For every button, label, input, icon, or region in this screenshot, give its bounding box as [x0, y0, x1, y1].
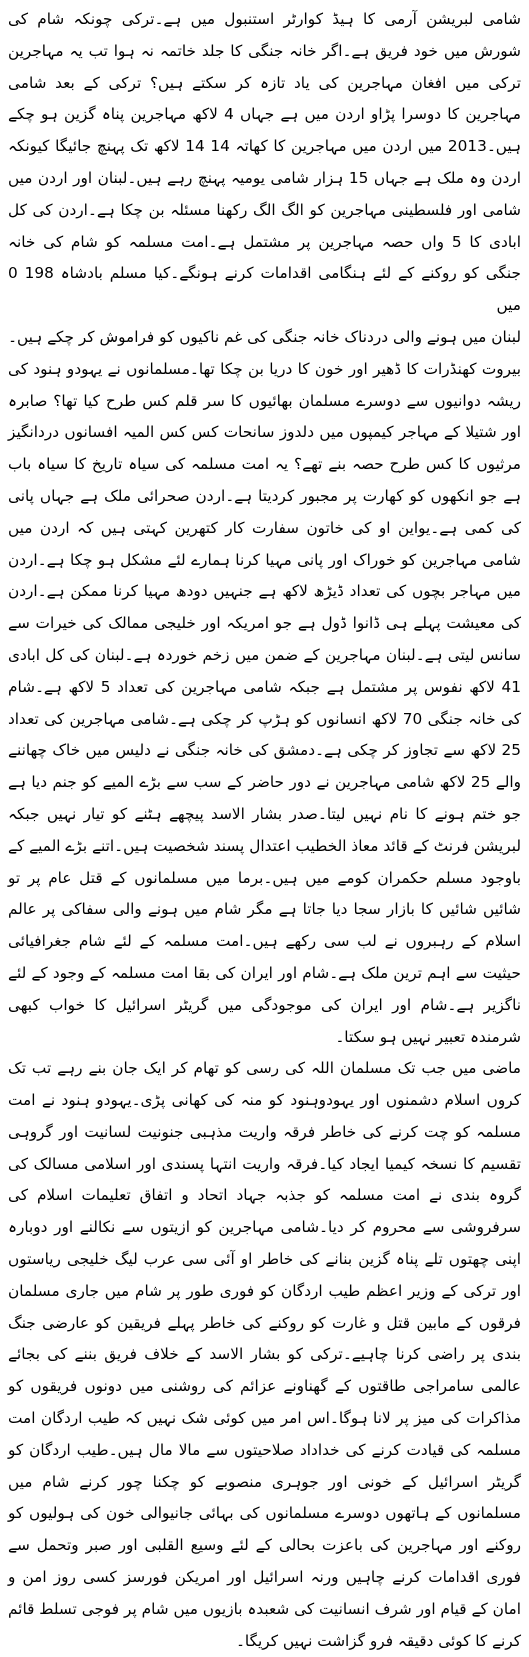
- article-paragraph-1: شامی لبریشن آرمی کا ہیڈ کوارٹر استنبول میں ہے۔ترکی چونکہ شام کی شورش میں خود فریق ہے۔اگر خانہ جنگی کا جلد خاتمہ نہ ہوا تب یہ مہاجرین ترکی میں افغان مہاجرین کی یاد تازہ کر سکتے ہیں؟ ترکی کے بعد شامی مہاجرین کا دوسرا پڑاو اردن میں ہے جہاں 4 لاکھ مہاجرین پناہ گزین ہو چکے ہیں۔2013 میں اردن میں مہاجرین کا کھاتہ 14 14 لاکھ تک پہنچ جائیگا کیونکہ اردن وہ ملک ہے جہاں 15 ہزار شامی یومیہ پہنچ رہے ہیں۔لبنان اور اردن میں شامی اور فلسطینی مہاجرین کو الگ الگ رکھنا مسئلہ بن چکا ہے۔اردن کی کل ابادی کا 5 واں حصہ مہاجرین پر مشتمل ہے۔امت مسلمہ کو شام کی خانہ جنگی کو روکنے کے لئے ہنگامی اقدامات کرنے ہونگے۔کیا مسلم بادشاہ 198 0 میں: [8, 10, 522, 315]
- article-paragraph-3: ماضی میں جب تک مسلمان اللہ کی رسی کو تھام کر ایک جان بنے رہے تب تک کروں اسلام دشمنوں اور یہودوہنود کو منہ کی کھانی پڑی۔یہودو ہنود نے امت مسلمہ کو چت کرنے کی خاطر فرقہ واریت مذہبی جنونیت لسانیت اور گروہی تقسیم کا نسخہ کیمیا ایجاد کیا۔فرقہ واریت انتہا پسندی اور اسلامی مسالک کی گروہ بندی نے امت مسلمہ کو جذبہ جہاد اتحاد و اتفاق تعلیمات اسلام کی سرفروشی سے محروم کر دیا۔شامی مہاجرین کو ازیتوں سے نکالنے اور دوبارہ اپنی چھتوں تلے پناہ گزین بنانے کی خاطر او آئی سی عرب لیگ خلیجی ریاستوں اور ترکی کے وزیر اعظم طیب اردگان کو فوری طور پر شام میں جاری مسلمان فرقوں کے مابین قتل و غارت کو روکنے کی خاطر پہلے فریقین کو عارضی جنگ بندی پر راضی کرنا چاہیے۔ترکی کو بشار الاسد کے خلاف فریق بننے کی بجائے عالمی سامراجی طاقتوں کے گھناونے عزائم کی روشنی میں دونوں فریقوں کو مذاکرات کی میز پر لانا ہوگا۔اس امر میں کوئی شک نہیں کہ طیب اردگان امت مسلمہ کی قیادت کرنے کی خداداد صلاحیتوں سے مالا مال ہیں۔طیب اردگان کو گریٹر اسرائیل کے خونی اور جوہری منصوبے کو چکنا چور کرنے شام میں مسلمانوں کے ہاتھوں دوسرے مسلمانوں کی بہائی جانیوالی خون کی ہولیوں کو روکنے اور مہاجرین کی باعزت بحالی کے لئے وسیع القلبی اور صبر وتحمل سے فوری اقدامات کرنے چاہیں ورنہ اسرائیل اور امریکن فورسز کسی روز امن و امان کے قیام اور شرف انسانیت کی شعبدہ بازیوں میں شام پر فوجی تسلط قائم کرنے کا کوئی دقیقہ فرو گزاشت نہیں کریگا۔: [8, 1059, 521, 1650]
- article-paragraph-2: لبنان میں ہونے والی دردناک خانہ جنگی کی غم ناکیوں کو فراموش کر چکے ہیں۔بیروت کھنڈرات کا ڈھیر اور خون کا دریا بن چکا تھا۔مسلمانوں نے یہودو ہنود کی ریشہ دوانیوں سے دوسرے مسلمان بھائیوں کا سر قلم کس طرح کیا تھا؟ صابرہ اور شتیلا کے مہاجر کیمپوں میں دلدوز سانحات کس کس المیہ افسانوں دردانگیز مرثیوں کا کس طرح حصہ بنے تھے؟ یہ امت مسلمہ کی سیاہ تاریخ کا سیاہ باب ہے جو انکھوں کو کھارت پر مجبور کردیتا ہے۔اردن صحرائی ملک ہے جہاں پانی کی کمی ہے۔یواین او کی خاتون سفارت کار کتھرین کہتی ہیں کہ اردن میں شامی مہاجرین کو خوراک اور پانی مہیا کرنا ہمارے لئے مشکل ہو چکا ہے۔اردن میں مہاجر بچوں کی تعداد ڈیڑھ لاکھ ہے جنہیں دودھ مہیا کرنا ممکن ہے۔اردن کی معیشت پہلے ہی ڈانوا ڈول ہے جو امریکہ اور خلیجی ممالک کی خیرات سے سانس لیتی ہے۔لبنان مہاجرین کے ضمن میں زخم خوردہ ہے۔لبنان کی کل ابادی 41 لاکھ نفوس پر مشتمل ہے جبکہ شامی مہاجرین کی تعداد 5 لاکھ ہے۔شام کی خانہ جنگی 70 لاکھ انسانوں کو ہڑپ کر چکی ہے۔شامی مہاجرین کی تعداد 25 لاکھ سے تجاوز کر چکی ہے۔دمشق کی خانہ جنگی نے دلیس میں خاک چھاننے والے 25 لاکھ شامی مہاجرین نے دور حاضر کے سب سے بڑے المیے کو جنم دیا ہے جو ختم ہونے کا نام نہیں لیتا۔صدر بشار الاسد پیچھے ہٹنے کو تیار نہیں جبکہ لبریشن فرنٹ کے قائد معاذ الخطیب اعتدال پسند شخصیت ہیں۔اتنے بڑے المیے کے باوجود مسلم حکمران کومے میں ہیں۔برما میں مسلمانوں کے قتل عام پر تو شائیں شائیں کا بازار سجا دیا جاتا ہے مگر شام میں ہونے والی سفاکی پر عالم اسلام کے رہبروں نے لب سی رکھے ہیں۔امت مسلمہ کے لئے شام جغرافیائی حیثیت سے اہم ترین ملک ہے۔شام اور ایران کی بقا امت مسلمہ کے وجود کے لئے ناگزیر ہے۔شام اور ایران کی موجودگی میں گریٹر اسرائیل کا خواب کبھی شرمندہ تعبیر نہیں ہو سکتا۔: [8, 327, 521, 1046]
